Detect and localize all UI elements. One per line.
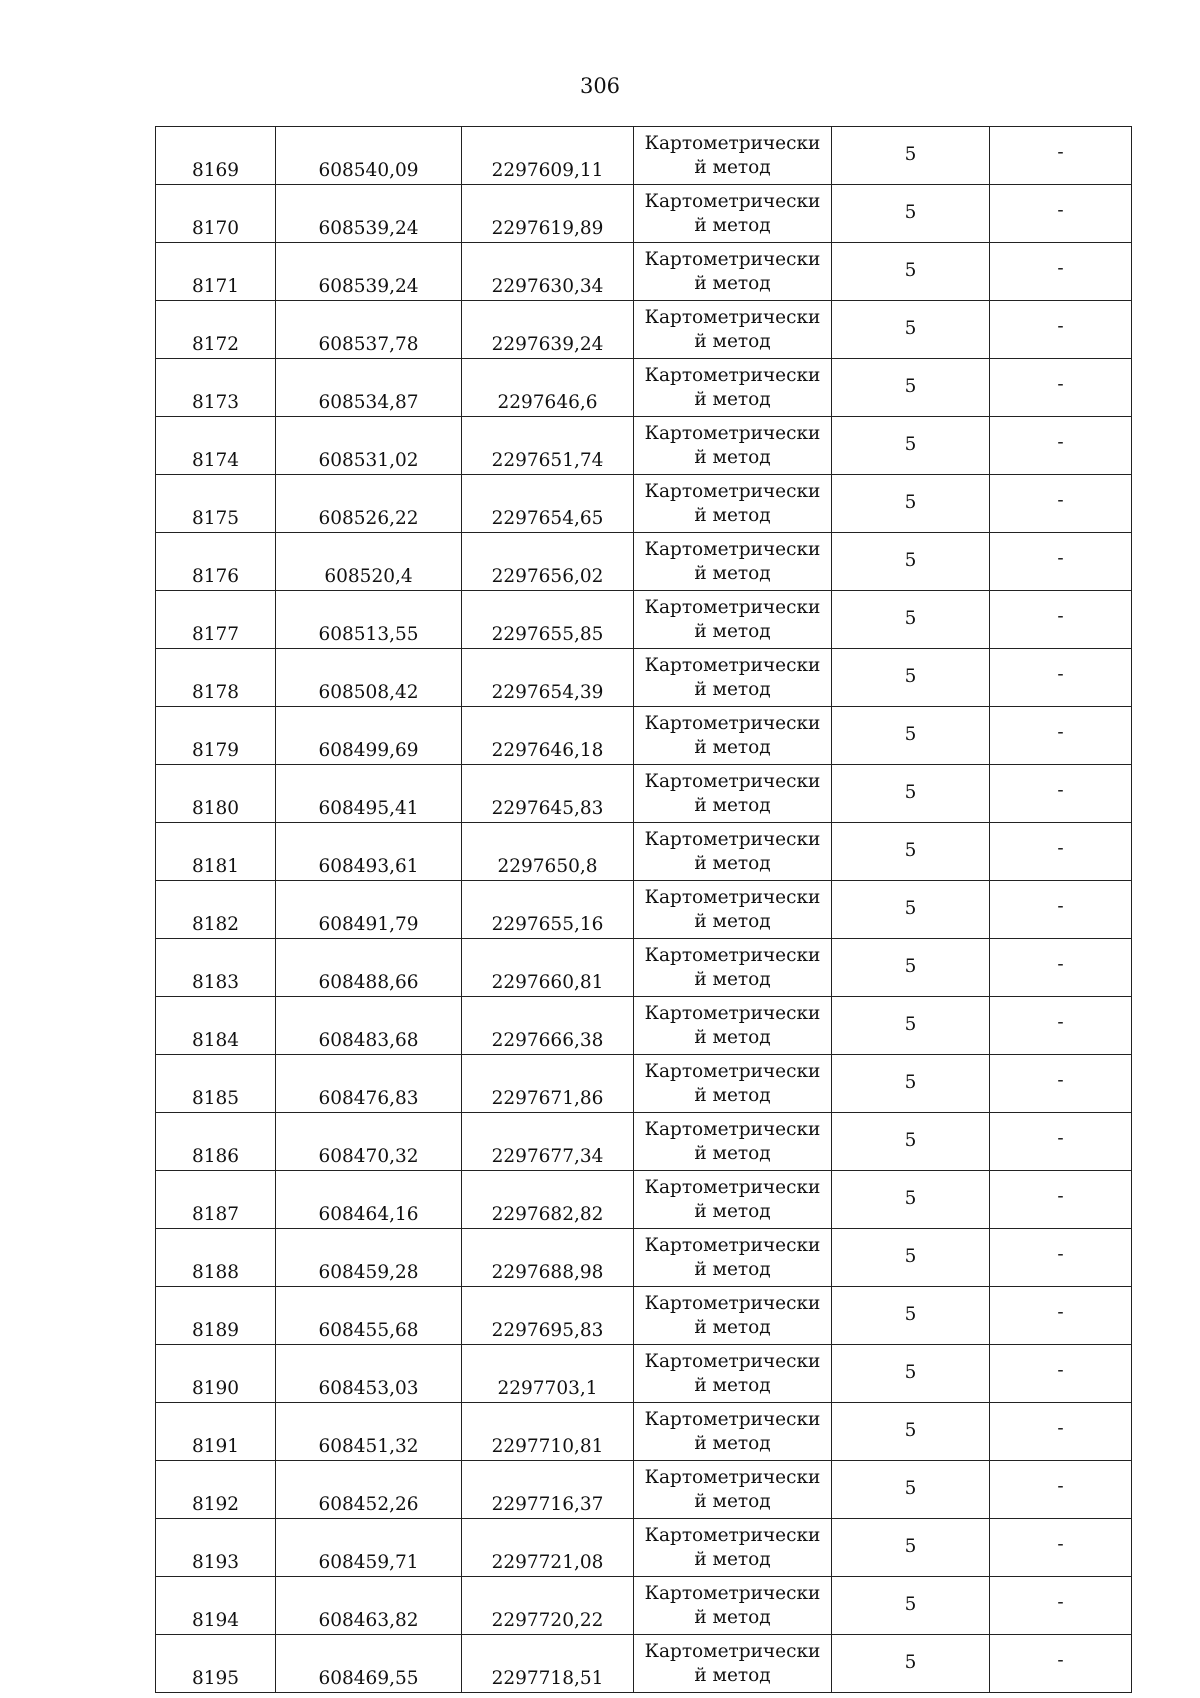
method-line: й метод [694,1548,771,1570]
method-line: й метод [694,504,771,526]
accuracy-cell: 5 [832,301,990,359]
method-cell [634,1345,832,1403]
point-number-cell: 8174 [156,417,276,475]
y-coordinate-cell: 2297703,1 [462,1345,634,1403]
accuracy-cell: 5 [832,1635,990,1693]
y-coordinate-cell: 2297639,24 [462,301,634,359]
point-number-cell: 8181 [156,823,276,881]
accuracy-cell: 5 [832,475,990,533]
method-cell [634,301,832,359]
x-coordinate-cell: 608476,83 [276,1055,462,1113]
table-row [156,1519,1132,1577]
x-coordinate-cell: 608470,32 [276,1113,462,1171]
table-row [156,881,1132,939]
method-line: й метод [694,1432,771,1454]
note-cell: - [990,533,1132,591]
method-cell [634,1171,832,1229]
point-number-cell: 8173 [156,359,276,417]
point-number-cell: 8183 [156,939,276,997]
method-line: й метод [694,1316,771,1338]
note-cell: - [990,765,1132,823]
note-cell: - [990,997,1132,1055]
table-row [156,475,1132,533]
x-coordinate-cell: 608539,24 [276,185,462,243]
method-line: й метод [694,1084,771,1106]
x-coordinate-cell: 608534,87 [276,359,462,417]
method-line: Картометрически [644,248,821,270]
note-cell: - [990,243,1132,301]
method-cell [634,1461,832,1519]
x-coordinate-cell: 608463,82 [276,1577,462,1635]
method-line: й метод [694,678,771,700]
table-row [156,765,1132,823]
y-coordinate-cell: 2297609,11 [462,127,634,185]
x-coordinate-cell: 608483,68 [276,997,462,1055]
y-coordinate-cell: 2297671,86 [462,1055,634,1113]
method-cell [634,823,832,881]
method-cell [634,533,832,591]
method-line: Картометрически [644,422,821,444]
accuracy-cell: 5 [832,591,990,649]
method-line: й метод [694,968,771,990]
coordinates-table [155,126,1132,1693]
y-coordinate-cell: 2297660,81 [462,939,634,997]
y-coordinate-cell: 2297654,39 [462,649,634,707]
note-cell: - [990,417,1132,475]
table-row [156,1287,1132,1345]
method-line: й метод [694,736,771,758]
accuracy-cell: 5 [832,1519,990,1577]
table-row [156,417,1132,475]
y-coordinate-cell: 2297710,81 [462,1403,634,1461]
method-line: й метод [694,388,771,410]
table-row [156,1229,1132,1287]
x-coordinate-cell: 608508,42 [276,649,462,707]
y-coordinate-cell: 2297720,22 [462,1577,634,1635]
table-row [156,1403,1132,1461]
point-number-cell: 8190 [156,1345,276,1403]
method-line: й метод [694,1374,771,1396]
method-line: Картометрически [644,886,821,908]
method-cell [634,1287,832,1345]
table-row [156,1577,1132,1635]
method-cell [634,359,832,417]
point-number-cell: 8179 [156,707,276,765]
method-line: Картометрически [644,770,821,792]
y-coordinate-cell: 2297646,18 [462,707,634,765]
accuracy-cell: 5 [832,1577,990,1635]
table-row [156,1113,1132,1171]
table-row [156,243,1132,301]
method-cell [634,417,832,475]
note-cell: - [990,127,1132,185]
method-cell [634,475,832,533]
method-line: Картометрически [644,480,821,502]
page-number: 306 [579,74,621,98]
point-number-cell: 8194 [156,1577,276,1635]
point-number-cell: 8193 [156,1519,276,1577]
method-line: Картометрически [644,828,821,850]
method-cell [634,997,832,1055]
point-number-cell: 8182 [156,881,276,939]
x-coordinate-cell: 608526,22 [276,475,462,533]
point-number-cell: 8175 [156,475,276,533]
method-line: й метод [694,1606,771,1628]
y-coordinate-cell: 2297630,34 [462,243,634,301]
x-coordinate-cell: 608540,09 [276,127,462,185]
point-number-cell: 8189 [156,1287,276,1345]
method-line: Картометрически [644,1640,821,1662]
note-cell: - [990,939,1132,997]
method-cell [634,1229,832,1287]
point-number-cell: 8176 [156,533,276,591]
table-row [156,1345,1132,1403]
point-number-cell: 8195 [156,1635,276,1693]
accuracy-cell: 5 [832,939,990,997]
method-line: Картометрически [644,1060,821,1082]
table-row [156,127,1132,185]
method-line: й метод [694,214,771,236]
point-number-cell: 8170 [156,185,276,243]
note-cell: - [990,591,1132,649]
method-line: Картометрически [644,1118,821,1140]
x-coordinate-cell: 608499,69 [276,707,462,765]
method-line: й метод [694,272,771,294]
note-cell: - [990,1171,1132,1229]
accuracy-cell: 5 [832,997,990,1055]
x-coordinate-cell: 608520,4 [276,533,462,591]
point-number-cell: 8171 [156,243,276,301]
point-number-cell: 8169 [156,127,276,185]
method-line: Картометрически [644,538,821,560]
note-cell: - [990,1635,1132,1693]
note-cell: - [990,1519,1132,1577]
accuracy-cell: 5 [832,243,990,301]
coordinates-table-body [156,127,1132,1693]
table-row [156,185,1132,243]
table-row [156,1171,1132,1229]
accuracy-cell: 5 [832,823,990,881]
method-cell [634,881,832,939]
method-cell [634,1113,832,1171]
point-number-cell: 8187 [156,1171,276,1229]
point-number-cell: 8192 [156,1461,276,1519]
accuracy-cell: 5 [832,1345,990,1403]
x-coordinate-cell: 608452,26 [276,1461,462,1519]
method-line: Картометрически [644,596,821,618]
method-line: Картометрически [644,132,821,154]
accuracy-cell: 5 [832,1055,990,1113]
table-row [156,939,1132,997]
method-cell [634,591,832,649]
x-coordinate-cell: 608531,02 [276,417,462,475]
table-row [156,301,1132,359]
x-coordinate-cell: 608451,32 [276,1403,462,1461]
method-line: й метод [694,1026,771,1048]
table-row [156,591,1132,649]
note-cell: - [990,1403,1132,1461]
y-coordinate-cell: 2297646,6 [462,359,634,417]
method-line: й метод [694,852,771,874]
note-cell: - [990,1461,1132,1519]
accuracy-cell: 5 [832,533,990,591]
method-cell [634,1055,832,1113]
y-coordinate-cell: 2297666,38 [462,997,634,1055]
method-line: й метод [694,562,771,584]
y-coordinate-cell: 2297655,85 [462,591,634,649]
note-cell: - [990,1229,1132,1287]
accuracy-cell: 5 [832,417,990,475]
method-cell [634,185,832,243]
note-cell: - [990,1055,1132,1113]
table-row [156,359,1132,417]
method-line: й метод [694,910,771,932]
x-coordinate-cell: 608455,68 [276,1287,462,1345]
method-line: й метод [694,330,771,352]
x-coordinate-cell: 608453,03 [276,1345,462,1403]
point-number-cell: 8185 [156,1055,276,1113]
method-line: й метод [694,1490,771,1512]
accuracy-cell: 5 [832,765,990,823]
method-cell [634,939,832,997]
accuracy-cell: 5 [832,359,990,417]
accuracy-cell: 5 [832,1229,990,1287]
note-cell: - [990,475,1132,533]
accuracy-cell: 5 [832,1403,990,1461]
method-line: й метод [694,156,771,178]
method-line: й метод [694,1200,771,1222]
method-line: й метод [694,1258,771,1280]
method-line: Картометрически [644,1466,821,1488]
y-coordinate-cell: 2297695,83 [462,1287,634,1345]
accuracy-cell: 5 [832,1461,990,1519]
point-number-cell: 8191 [156,1403,276,1461]
x-coordinate-cell: 608469,55 [276,1635,462,1693]
note-cell: - [990,359,1132,417]
method-cell [634,1635,832,1693]
y-coordinate-cell: 2297656,02 [462,533,634,591]
table-row [156,823,1132,881]
point-number-cell: 8184 [156,997,276,1055]
y-coordinate-cell: 2297682,82 [462,1171,634,1229]
x-coordinate-cell: 608493,61 [276,823,462,881]
table-row [156,1635,1132,1693]
note-cell: - [990,1287,1132,1345]
table-row [156,533,1132,591]
method-cell [634,243,832,301]
y-coordinate-cell: 2297716,37 [462,1461,634,1519]
method-line: Картометрически [644,1524,821,1546]
accuracy-cell: 5 [832,1113,990,1171]
note-cell: - [990,1113,1132,1171]
method-line: Картометрически [644,1408,821,1430]
method-line: Картометрически [644,654,821,676]
point-number-cell: 8172 [156,301,276,359]
point-number-cell: 8186 [156,1113,276,1171]
table-row [156,1461,1132,1519]
table-row [156,707,1132,765]
x-coordinate-cell: 608537,78 [276,301,462,359]
method-line: Картометрически [644,712,821,734]
note-cell: - [990,185,1132,243]
method-cell [634,765,832,823]
method-cell [634,649,832,707]
x-coordinate-cell: 608491,79 [276,881,462,939]
method-line: Картометрически [644,1176,821,1198]
y-coordinate-cell: 2297677,34 [462,1113,634,1171]
x-coordinate-cell: 608495,41 [276,765,462,823]
method-line: й метод [694,1142,771,1164]
x-coordinate-cell: 608459,28 [276,1229,462,1287]
method-cell [634,707,832,765]
method-line: Картометрически [644,364,821,386]
y-coordinate-cell: 2297688,98 [462,1229,634,1287]
accuracy-cell: 5 [832,185,990,243]
method-line: Картометрически [644,1234,821,1256]
note-cell: - [990,1345,1132,1403]
accuracy-cell: 5 [832,707,990,765]
table-row [156,997,1132,1055]
accuracy-cell: 5 [832,881,990,939]
method-line: Картометрически [644,944,821,966]
method-line: й метод [694,446,771,468]
method-cell [634,127,832,185]
method-line: Картометрически [644,190,821,212]
table-row [156,649,1132,707]
x-coordinate-cell: 608513,55 [276,591,462,649]
point-number-cell: 8177 [156,591,276,649]
point-number-cell: 8180 [156,765,276,823]
y-coordinate-cell: 2297651,74 [462,417,634,475]
method-line: Картометрически [644,1292,821,1314]
note-cell: - [990,301,1132,359]
note-cell: - [990,649,1132,707]
x-coordinate-cell: 608459,71 [276,1519,462,1577]
y-coordinate-cell: 2297654,65 [462,475,634,533]
note-cell: - [990,881,1132,939]
point-number-cell: 8178 [156,649,276,707]
accuracy-cell: 5 [832,1171,990,1229]
x-coordinate-cell: 608488,66 [276,939,462,997]
method-line: й метод [694,620,771,642]
accuracy-cell: 5 [832,1287,990,1345]
y-coordinate-cell: 2297619,89 [462,185,634,243]
note-cell: - [990,1577,1132,1635]
y-coordinate-cell: 2297645,83 [462,765,634,823]
method-line: й метод [694,1664,771,1686]
method-line: Картометрически [644,1582,821,1604]
y-coordinate-cell: 2297655,16 [462,881,634,939]
y-coordinate-cell: 2297721,08 [462,1519,634,1577]
accuracy-cell: 5 [832,649,990,707]
method-line: й метод [694,794,771,816]
method-line: Картометрически [644,1350,821,1372]
accuracy-cell: 5 [832,127,990,185]
y-coordinate-cell: 2297650,8 [462,823,634,881]
method-line: Картометрически [644,306,821,328]
x-coordinate-cell: 608464,16 [276,1171,462,1229]
y-coordinate-cell: 2297718,51 [462,1635,634,1693]
x-coordinate-cell: 608539,24 [276,243,462,301]
method-cell [634,1519,832,1577]
note-cell: - [990,823,1132,881]
method-cell [634,1403,832,1461]
method-cell [634,1577,832,1635]
method-line: Картометрически [644,1002,821,1024]
table-row [156,1055,1132,1113]
point-number-cell: 8188 [156,1229,276,1287]
note-cell: - [990,707,1132,765]
